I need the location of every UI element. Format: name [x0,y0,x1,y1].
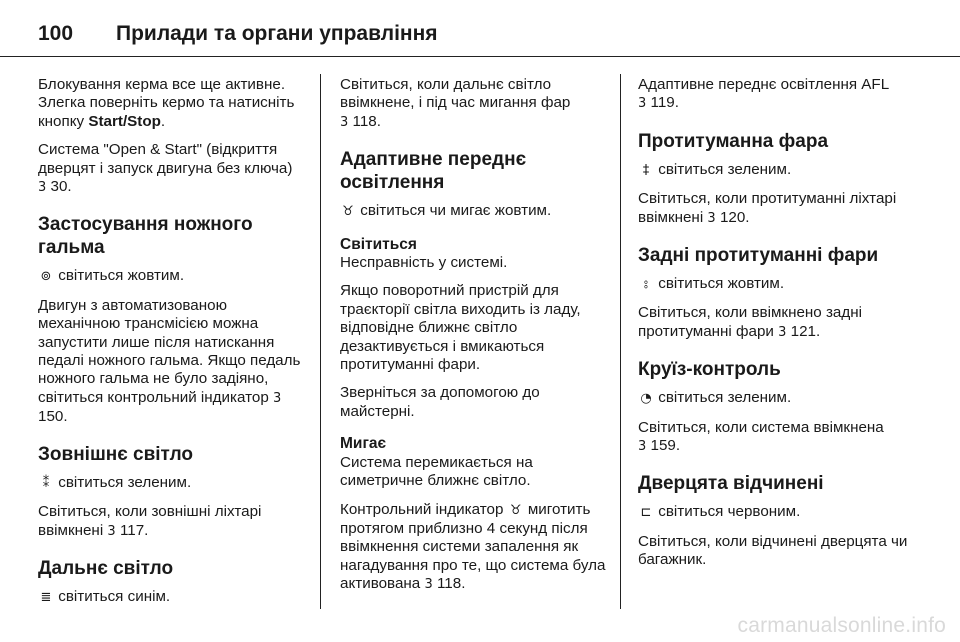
page-number: 100 [38,22,74,45]
page-ref: 159 [650,437,676,455]
section-heading: Зовнішнє світло [38,443,194,465]
paragraph: ⦂ світиться жовтим. [638,275,910,294]
paragraph: Блокування керма все ще активне. Злегка поверніть кермо та натисніть кнопку Start/Stop. [38,76,295,130]
page-ref: 121 [790,322,816,340]
page-ref-icon: 3 [638,96,647,112]
page-ref: 30 [50,178,68,196]
rear-fog-light-icon: ⦂ [644,277,648,293]
brake-warning-icon: ⊚ [40,269,52,285]
page-ref: 118 [436,575,462,593]
paragraph: Несправність у системі. [340,254,508,272]
paragraph: ⊏ світиться червоним. [638,503,910,522]
fog-light-icon: ‡ [642,162,650,178]
subheading: Світиться [340,235,417,253]
exterior-light-icon: ⁑ [42,475,50,491]
paragraph: Світиться, коли відчинені дверцята чи багажник. [638,532,908,569]
paragraph: ⁑ світиться зеленим. [38,474,310,493]
section-heading: Задні протитуманні фари [638,245,879,267]
paragraph: Зверніться за допомогою до майстерні. [340,384,540,420]
page-ref-icon: 3 [273,390,282,406]
watermark: carmanualsonline.info [737,614,946,637]
page-ref-icon: 3 [340,114,349,130]
paragraph: Адаптивне переднє освітлення AFL 3 119. [638,76,890,112]
section-heading: Дверцята відчинені [638,473,824,495]
start-stop-label: Start/Stop [88,112,161,130]
afl-icon: ♉ [342,204,354,220]
subheading: Мигає [340,435,387,453]
column-1 [38,76,310,617]
paragraph: Контрольний індикатор ♉ миготить протягом приблизно 4 секунд після ввімкнення системи запалення як нагадування про те, що система була активована 3 118. [340,500,606,593]
page-ref-icon: 3 [107,523,116,539]
page-ref-icon: 3 [707,210,716,226]
section-heading: Круїз-контроль [638,359,781,381]
page-ref-icon: 3 [38,180,47,196]
page-title: Прилади та органи управління [116,22,438,45]
page-ref-icon: 3 [778,324,787,340]
paragraph: Світиться, коли система ввімкнена 3 159. [638,418,884,455]
page-ref: 119 [650,94,675,112]
page-ref-icon: 3 [424,577,433,593]
page-ref-icon: 3 [638,439,647,455]
column-3 [638,76,910,580]
header-divider [0,56,960,57]
paragraph: ◔ світиться зеленим. [638,389,910,408]
paragraph: ‡ світиться зеленим. [638,161,910,180]
page-ref: 117 [119,521,145,539]
paragraph: ≣ світиться синім. [38,588,310,607]
page-ref: 120 [719,208,746,226]
paragraph: Система "Open & Start" (відкриття дверцят і запуск двигуна без ключа) 3 30. [38,141,293,196]
section-heading: Застосування ножного гальма [38,214,253,259]
page-ref: 150 [38,408,64,426]
high-beam-icon: ≣ [40,589,52,605]
column-2 [340,76,610,605]
column-divider-2 [620,74,621,609]
paragraph: Якщо поворотний пристрій для траєкторії світла виходить із ладу, відповідне ближнє світло дезактивується і вмикаються протитуманні фари. [340,282,581,374]
column-divider-1 [320,74,321,609]
door-open-icon: ⊏ [640,505,652,521]
paragraph: Світиться, коли протитуманні ліхтарі ввімкнені 3 120. [638,190,897,226]
page-ref: 118 [352,112,377,130]
paragraph: ♉ світиться чи мигає жовтим. [340,202,610,221]
paragraph: Світиться, коли зовнішні ліхтарі ввімкнені 3 117. [38,503,262,539]
paragraph: Система перемикається на симетричне ближнє світло. [340,453,533,490]
page-header [38,14,920,54]
section-heading: Протитуманна фара [638,130,829,152]
paragraph: Світиться, коли дальнє світло ввімкнене, і під час мигання фар 3 118. [340,76,571,130]
section-heading: Адаптивне переднє освітлення [340,149,527,194]
section-heading: Дальнє світло [38,557,174,579]
afl-icon: ♉ [509,502,522,518]
cruise-control-icon: ◔ [640,391,652,407]
paragraph: Світиться, коли ввімкнено задні протитуманні фари 3 121. [638,304,862,340]
paragraph: Двигун з автоматизованою механічною трансмісією можна запустити лише після натискання педалі ножного гальма. Якщо педаль ножного гальма не було задіяно, світиться контрольний індикатор 3 150. [38,296,301,426]
paragraph: ⊚ світиться жовтим. [38,267,310,286]
